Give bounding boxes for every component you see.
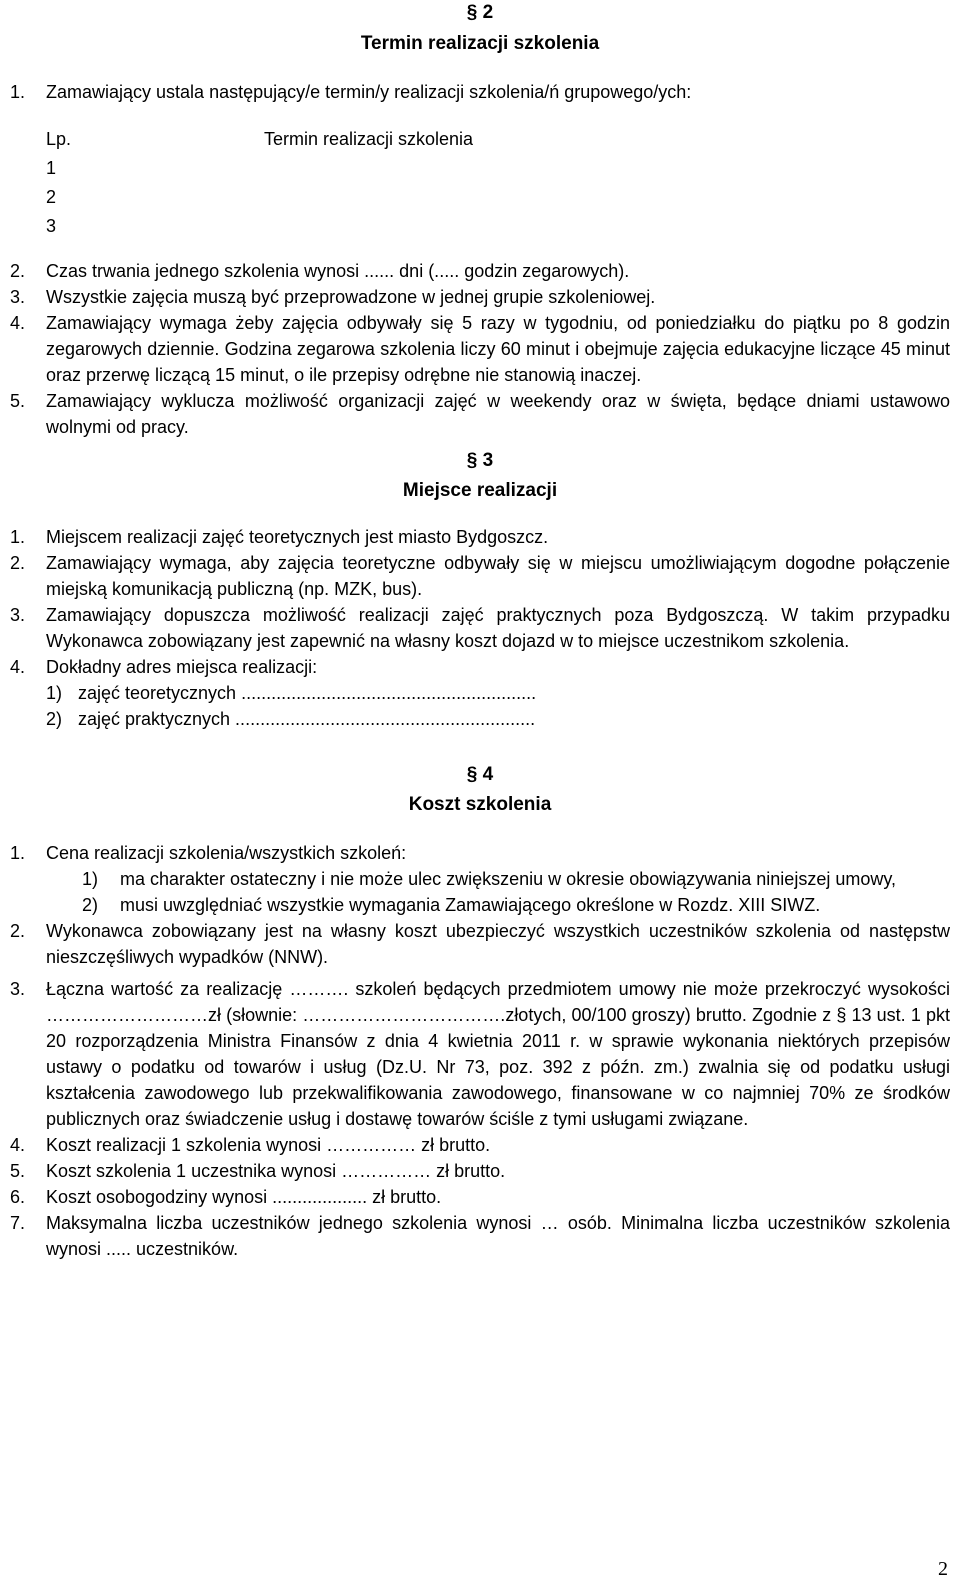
s3-paragraph-1 (10, 524, 950, 550)
paragraph-text: Cena realizacji szkolenia/wszystkich szkoleń: (46, 843, 407, 863)
s4-paragraph-5 (10, 1158, 950, 1184)
paragraph-number: 7. (10, 1213, 26, 1233)
section-3-sign: § 3 (466, 450, 494, 471)
paragraph-number: 2. (10, 553, 26, 573)
paragraph-text: Koszt osobogodziny wynosi ................... zł brutto. (46, 1187, 442, 1207)
page-number: 2 (938, 1558, 948, 1580)
subitem-text: zajęć praktycznych ............................................................ (78, 709, 536, 729)
subitem-number: 1) (46, 683, 63, 703)
paragraph-number: 4. (10, 1135, 26, 1155)
table-row (46, 183, 611, 212)
s2-paragraph-5 (10, 388, 950, 440)
paragraph-number: 3. (10, 605, 26, 625)
paragraph-number: 3. (10, 979, 26, 999)
subitem-number: 1) (82, 869, 99, 889)
schedule-table (46, 125, 611, 241)
paragraph-number: 5. (10, 1161, 26, 1181)
paragraph-text: Czas trwania jednego szkolenia wynosi ...... dni (..... godzin zegarowych). (46, 261, 630, 281)
s4-paragraph-6 (10, 1184, 950, 1210)
header-term: Termin realizacji szkolenia (263, 129, 474, 149)
s4-paragraph-2 (10, 918, 950, 970)
subitem-text: musi uwzględniać wszystkie wymagania Zamawiającego określone w Rozdz. XIII SIWZ. (120, 895, 821, 915)
paragraph-text: Miejscem realizacji zajęć teoretycznych jest miasto Bydgoszcz. (46, 527, 549, 547)
paragraph-number: 1. (10, 527, 26, 547)
s4-subitem-1 (10, 866, 950, 892)
paragraph-text: Dokładny adres miejsca realizacji: (46, 657, 318, 677)
paragraph-text: Zamawiający wyklucza możliwość organizacji zajęć w weekendy oraz w święta, będące dniami ustawowo wolnymi od pracy. (46, 391, 950, 437)
table-header-row (46, 125, 611, 154)
row-term-cell (126, 212, 611, 241)
s3-subitem-1 (10, 680, 950, 706)
row-term-cell (126, 183, 611, 212)
s2-paragraph-1 (10, 79, 950, 105)
s4-paragraph-7 (10, 1210, 950, 1262)
subitem-text: ma charakter ostateczny i nie może ulec zwiększeniu w okresie obowiązywania niniejszej umowy, (120, 869, 897, 889)
paragraph-number: 1. (10, 843, 26, 863)
paragraph-text: Zamawiający wymaga, aby zajęcia teoretyczne odbywały się w miejscu umożliwiającym dogodne połączenie miejską komunikacją publiczną (np. MZK, bus). (46, 553, 950, 599)
section-4-sign: § 4 (466, 764, 494, 785)
s3-subitem-2 (10, 706, 950, 732)
paragraph-text: Zamawiający ustala następujący/e termin/y realizacji szkolenia/ń grupowego/ych: (46, 82, 692, 102)
s2-paragraph-2 (10, 258, 950, 284)
section-2-sign: § 2 (466, 2, 494, 23)
paragraph-text: Wszystkie zajęcia muszą być przeprowadzone w jednej grupie szkoleniowej. (46, 287, 656, 307)
row-number: 2 (46, 187, 57, 207)
paragraph-number: 4. (10, 657, 26, 677)
paragraph-text: Maksymalna liczba uczestników jednego szkolenia wynosi … osób. Minimalna liczba uczestników szkolenia wynosi ..... uczestników. (46, 1213, 950, 1259)
s2-paragraph-4 (10, 310, 950, 388)
paragraph-text: Zamawiający wymaga żeby zajęcia odbywały się 5 razy w tygodniu, od poniedziałku do piątku po 8 godzin zegarowych dziennie. Godzina zegarowa szkolenia liczy 60 minut i obejmuje zajęcia edukacyjne liczące 45 minut oraz przerwę liczącą 15 minut, o ile przepisy odrębne nie stanowią inaczej. (46, 313, 950, 385)
section-3-title: Miejsce realizacji (402, 480, 558, 501)
s4-paragraph-1 (10, 840, 950, 866)
section-2-title: Termin realizacji szkolenia (360, 33, 600, 54)
s4-paragraph-4 (10, 1132, 950, 1158)
row-term-cell (126, 154, 611, 183)
s3-paragraph-3 (10, 602, 950, 654)
paragraph-text: Zamawiający dopuszcza możliwość realizacji zajęć praktycznych poza Bydgoszczą. W takim przypadku Wykonawca zobowiązany jest zapewnić na własny koszt dojazd w to miejsce uczestnikom szkolenia. (46, 605, 950, 651)
s3-paragraph-2 (10, 550, 950, 602)
s4-paragraph-3 (10, 976, 950, 1132)
paragraph-number: 2. (10, 921, 26, 941)
paragraph-number: 2. (10, 261, 26, 281)
s4-subitem-2 (10, 892, 950, 918)
subitem-text: zajęć teoretycznych ........................................................... (78, 683, 537, 703)
paragraph-number: 4. (10, 313, 26, 333)
section-4-title: Koszt szkolenia (408, 794, 552, 815)
paragraph-text: Koszt szkolenia 1 uczestnika wynosi …………… zł brutto. (46, 1161, 506, 1181)
row-number: 1 (46, 158, 57, 178)
document-page (10, 0, 950, 1262)
paragraph-number: 1. (10, 82, 26, 102)
paragraph-text: Łączna wartość za realizację ………. szkoleń będących przedmiotem umowy nie może przekroczyć wysokości ………………………zł (słownie: …………………………….złotych, 00/100 groszy) brutto. Zgodnie z § 13 ust. 1 pkt 20 rozporządzenia Ministra Finansów z dnia 4 kwietnia 2011 r. w sprawie wykonania niektórych przepisów ustawy o podatku od towarów i usług (Dz.U. Nr 73, poz. 392 z późn. zm.) zwalnia się od podatku usługi kształcenia zawodowego lub przekwalifikowania zawodowego, finansowane w co najmniej 70% ze środków publicznych oraz świadczenie usług i dostawę towarów ściśle z tymi usługami związane. (46, 979, 950, 1129)
header-lp: Lp. (46, 129, 72, 149)
subitem-number: 2) (82, 895, 99, 915)
table-row (46, 212, 611, 241)
row-number: 3 (46, 216, 57, 236)
paragraph-text: Wykonawca zobowiązany jest na własny koszt ubezpieczyć wszystkich uczestników szkolenia od następstw nieszczęśliwych wypadków (NNW). (46, 921, 950, 967)
paragraph-number: 3. (10, 287, 26, 307)
s3-paragraph-4 (10, 654, 950, 680)
subitem-number: 2) (46, 709, 63, 729)
paragraph-number: 6. (10, 1187, 26, 1207)
paragraph-number: 5. (10, 391, 26, 411)
table-row (46, 154, 611, 183)
s2-paragraph-3 (10, 284, 950, 310)
paragraph-text: Koszt realizacji 1 szkolenia wynosi …………… zł brutto. (46, 1135, 491, 1155)
